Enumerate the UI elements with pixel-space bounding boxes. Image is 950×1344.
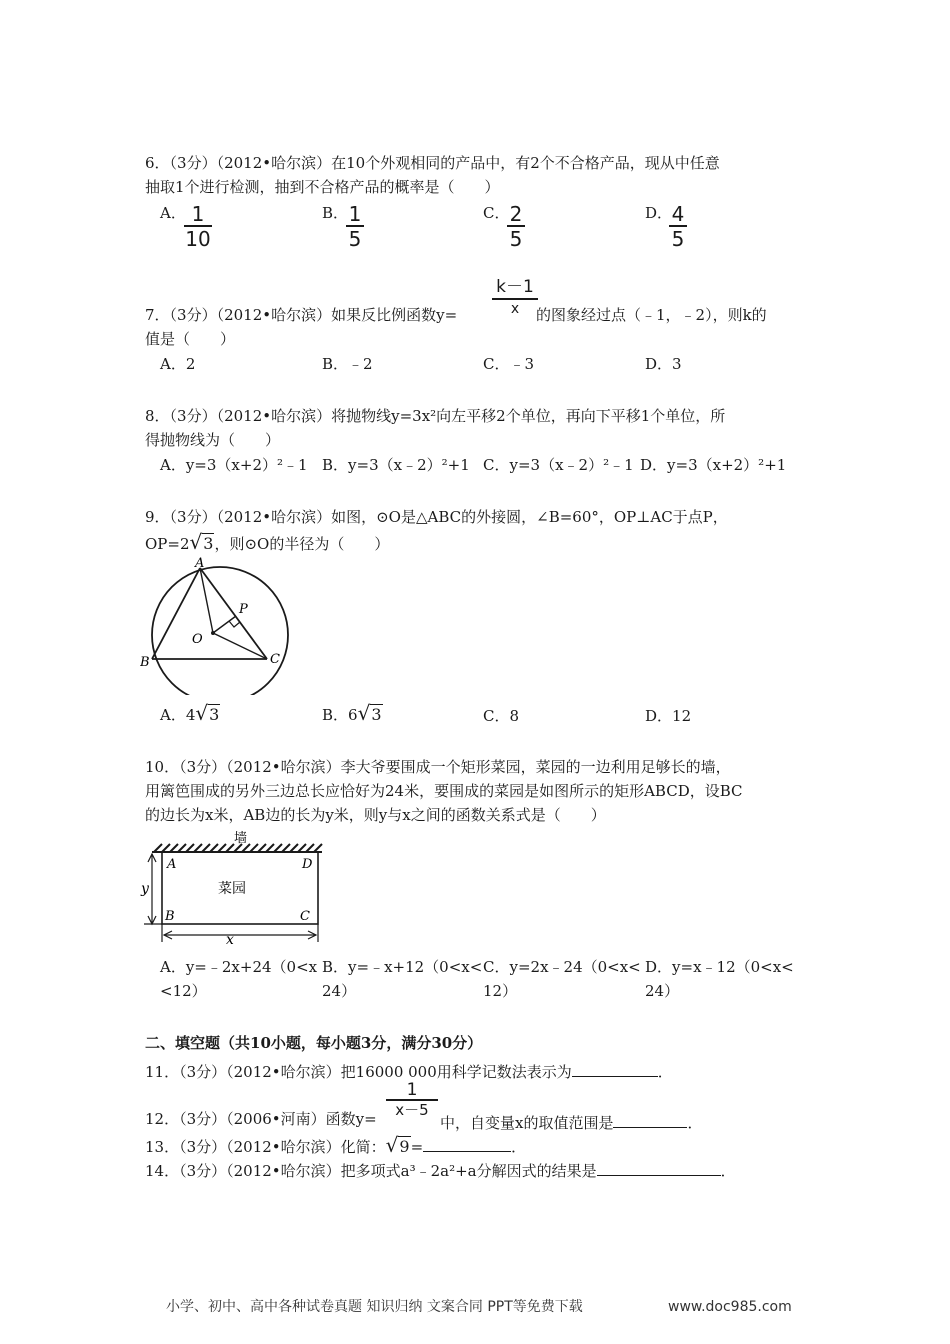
q11-line (145, 1061, 673, 1080)
radical-sign-icon: √ (189, 530, 203, 554)
fraction-numerator: k－1 (492, 276, 538, 300)
sqrt (358, 703, 383, 723)
q11-text: 11．（3分）（2012•哈尔滨）把16000 000用科学记数法表示为 (145, 1063, 572, 1081)
fraction-numerator: 4 (669, 203, 687, 227)
radicand: 3 (203, 534, 214, 553)
option-label: A． (160, 706, 186, 724)
q9-line2 (145, 532, 389, 552)
option-label: B． (322, 706, 349, 724)
segment-oc (213, 633, 267, 659)
q7-line1-suffix: 的图象经过点（﹣1，﹣2），则k的 (536, 306, 767, 324)
q9-line1: 9．（3分）（2012•哈尔滨）如图，⊙O是△ABC的外接圆，∠B=60°，OP⊥AC于点P， (145, 508, 728, 526)
radicand: 3 (209, 705, 220, 724)
radicand: 9 (399, 1137, 410, 1156)
q6-option-a-label: A． (160, 204, 186, 222)
q8-option-a: A．y=3（x+2）²﹣1 (160, 456, 308, 474)
q6-line2: 抽取1个进行检测，抽到不合格产品的概率是（ ） (145, 178, 500, 196)
q8-option-c: C．y=3（x﹣2）²﹣1 (483, 456, 634, 474)
fraction-denominator: 5 (671, 227, 685, 251)
wall-label: 墙 (234, 831, 248, 846)
garden-label: 菜园 (218, 881, 246, 897)
q12-text: 中，自变量x的取值范围是 (440, 1114, 614, 1132)
q7-option-c: C．﹣3 (483, 355, 535, 373)
q8-line2: 得抛物线为（ ） (145, 431, 281, 449)
q13-end: ． (511, 1138, 527, 1156)
sqrt (386, 1135, 411, 1155)
fraction-numerator: 1 (346, 203, 364, 227)
q7-option-d: D．3 (645, 355, 682, 373)
q6-option-b-fraction (346, 203, 364, 251)
fraction-numerator: 2 (507, 203, 525, 227)
q7-fraction (492, 276, 538, 318)
q10-option-c-line1: C．y=2x﹣24（0<x< (483, 958, 641, 976)
right-angle-mark (229, 621, 240, 627)
q14-end: ． (720, 1162, 736, 1180)
q10-option-b-line2: 24） (322, 982, 357, 1000)
q10-line1: 10．（3分）（2012•哈尔滨）李大爷要围成一个矩形菜园，菜园的一边利用足够长的墙， (145, 758, 731, 776)
q12-end: ． (687, 1114, 703, 1132)
q9-option-a (160, 703, 220, 723)
label-p: P (239, 602, 248, 617)
fraction-denominator: 10 (185, 227, 211, 251)
coefficient: 6 (348, 706, 358, 724)
q10-option-a-line2: <12） (160, 982, 207, 1000)
coefficient: 4 (185, 706, 196, 724)
center-point (211, 631, 215, 635)
footer-text: 小学、初中、高中各种试卷真题 知识归纳 文案合同 PPT等免费下载 (166, 1299, 583, 1315)
fraction-denominator: x (510, 301, 520, 317)
circumcircle (152, 567, 288, 695)
label-o: O (192, 632, 203, 647)
q14-answer-blank[interactable] (597, 1160, 721, 1176)
q10-garden-figure (140, 830, 330, 945)
q10-line2: 用篱笆围成的另外三边总长应恰好为24米，要围成的菜园是如图所示的矩形ABCD，设BC (145, 782, 743, 800)
q7-line1-prefix: 7．（3分）（2012•哈尔滨）如果反比例函数y= (145, 306, 458, 324)
label-a: A (167, 857, 177, 872)
footer-url[interactable]: www.doc985.com (668, 1299, 792, 1315)
q10-option-b-line1: B．y=﹣x+12（0<x< (322, 958, 483, 976)
q13-line (145, 1135, 526, 1155)
q9-option-c: C．8 (483, 707, 520, 725)
q6-option-b-label: B． (322, 204, 349, 222)
q13-answer-blank[interactable] (423, 1136, 511, 1152)
q9-line2-prefix: OP=2 (145, 535, 190, 553)
q8-line1: 8．（3分）（2012•哈尔滨）将抛物线y=3x²向左平移2个单位，再向下平移1个单位，所 (145, 407, 726, 425)
fraction-numerator: 1 (386, 1081, 438, 1101)
q12-fraction (386, 1081, 438, 1119)
q9-line2-suffix: ，则⊙O的半径为（ ） (214, 535, 390, 553)
fraction-denominator: 5 (348, 227, 362, 251)
q6-option-d-fraction (669, 203, 687, 251)
radicand: 3 (371, 705, 382, 724)
q8-option-b: B．y=3（x﹣2）²+1 (322, 456, 470, 474)
q12-line-suffix (440, 1112, 702, 1131)
fraction-numerator: 1 (184, 203, 212, 227)
q6-line1: 6．（3分）（2012•哈尔滨）在10个外观相同的产品中，有2个不合格产品，现从中任意 (145, 154, 720, 172)
q14-line (145, 1160, 736, 1179)
q9-option-b (322, 703, 383, 723)
radical-sign-icon: √ (385, 1133, 399, 1157)
q6-option-c-label: C． (483, 204, 510, 222)
q12-line-prefix: 12．（3分）（2006•河南）函数y= (145, 1110, 377, 1128)
q14-text: 14．（3分）（2012•哈尔滨）把多项式a³﹣2a²+a分解因式的结果是 (145, 1162, 597, 1180)
q10-option-c-line2: 12） (483, 982, 518, 1000)
q8-option-d: D．y=3（x+2）²+1 (640, 456, 787, 474)
sqrt (190, 532, 215, 552)
q7-option-a: A．2 (160, 355, 196, 373)
fraction-denominator: 5 (509, 227, 523, 251)
q11-end: ． (657, 1063, 673, 1081)
label-c: C (300, 909, 310, 924)
radical-sign-icon: √ (357, 701, 371, 725)
side-ac (200, 568, 267, 659)
q6-option-d-label: D． (645, 204, 673, 222)
q9-option-d: D．12 (645, 707, 692, 725)
label-b: B (165, 909, 175, 924)
q12-answer-blank[interactable] (613, 1112, 687, 1128)
label-b: B (140, 655, 150, 670)
label-a: A (195, 556, 205, 571)
label-c: C (270, 652, 280, 667)
q7-option-b: B．﹣2 (322, 355, 373, 373)
q13-equals: = (410, 1138, 424, 1156)
q11-answer-blank[interactable] (572, 1061, 658, 1077)
fraction-denominator: x－5 (395, 1101, 429, 1119)
q13-text: 13．（3分）（2012•哈尔滨）化简： (145, 1138, 386, 1156)
q6-option-a-fraction (184, 203, 212, 251)
label-d: D (302, 857, 313, 872)
sqrt (195, 703, 220, 723)
q10-option-d-line1: D．y=x﹣12（0<x< (645, 958, 794, 976)
label-y: y (141, 881, 149, 897)
q9-circle-figure (140, 555, 300, 695)
q6-option-c-fraction (507, 203, 525, 251)
q10-option-a-line1: A．y=﹣2x+24（0<x (160, 958, 318, 976)
section2-heading: 二、填空题（共10小题，每小题3分，满分30分） (145, 1034, 483, 1052)
label-x: x (226, 932, 234, 945)
radical-sign-icon: √ (195, 701, 209, 725)
q7-line2: 值是（ ） (145, 330, 236, 348)
q10-option-d-line2: 24） (645, 982, 680, 1000)
q10-line3: 的边长为x米，AB边的长为y米，则y与x之间的函数关系式是（ ） (145, 806, 606, 824)
